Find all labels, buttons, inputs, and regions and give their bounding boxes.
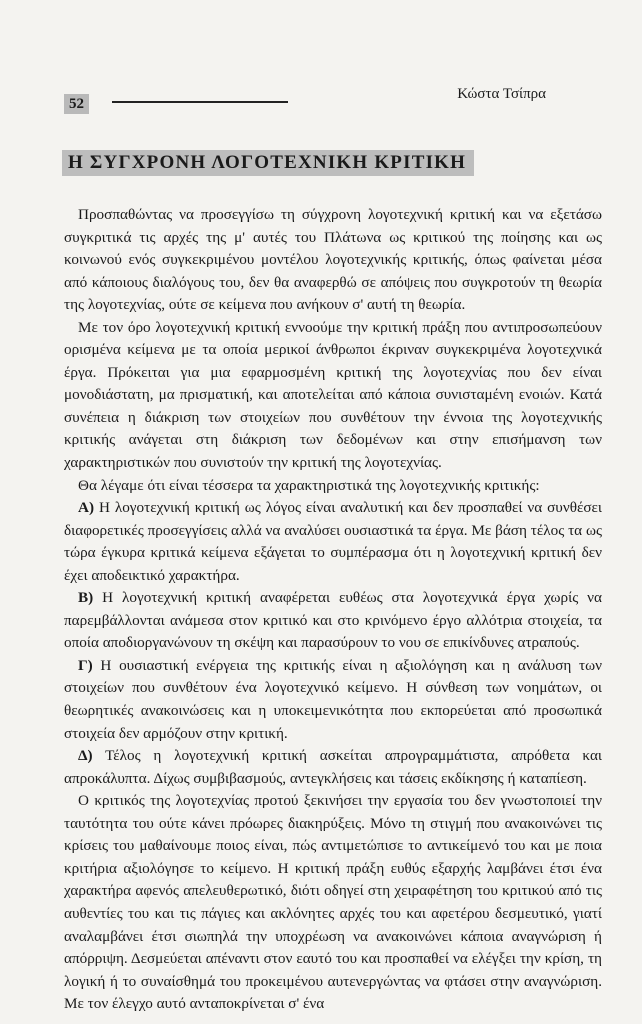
list-marker: Β) [78,589,94,607]
paragraph: Θα λέγαμε ότι είναι τέσσερα τα χαρακτηριστικά της λογοτεχνικής κριτικής: [78,476,540,494]
list-item-text: Η ουσιαστική ενέργεια της κριτικής είναι η αξιολόγηση και η ανάλυση των στοιχείων που συνθέτουν ένα λογοτεχνικό κείμενο. Η σύνθεση των νοημάτων, οι θεωρητικές ανακοινώσεις και η υποκειμενικότητα που εκπορεύεται από προσωπικά στοιχεία δεν αρμόζουν στην κριτική. [64,656,602,742]
list-item-a [64,497,602,587]
running-header-author: Κώστα Τσίπρα [457,86,546,102]
paragraph: Προσπαθώντας να προσεγγίσω τη σύγχρονη λογοτεχνική κριτική και να εξετάσω συγκριτικά τις αρχές της μ' αυτές του Πλάτωνα ως κριτικού της ποίησης και ως κοινωνού ενός συγκεκριμένου μοντέλου λογοτεχνικής κριτικής, όπως φαίνεται μέσα από κάποιους διαλόγους του, δεν θα αναφερθώ σε απόψεις που συγκροτούν τη θεωρία της λογοτεχνίας, ούτε σε κείμενα που ανήκουν σ' αυτή τη θεωρία. [64,206,602,314]
chapter-title: Η ΣΥΓΧΡΟΝΗ ΛΟΓΟΤΕΧΝΙΚΗ ΚΡΙΤΙΚΗ [62,150,474,176]
header-rule [112,101,288,103]
list-item-d [64,745,602,790]
list-item-text: Η λογοτεχνική κριτική ως λόγος είναι αναλυτική και δεν προσπαθεί να συνθέσει διαφορετικές προσεγγίσεις αλλά να αναλύσει ουσιαστικά τα έργα. Με βάση τέλος τα ως τώρα έγκυρα κριτικά κείμενα εξάγεται το συμπέρασμα ότι η λογοτεχνική κριτική δεν έχει αποδεικτικό χαρακτήρα. [64,499,602,584]
list-marker: Δ) [78,747,93,765]
paragraph: Με τον όρο λογοτεχνική κριτική εννοούμε την κριτική πράξη που αντιπροσωπεύουν ορισμένα κείμενα με τα οποία μερικοί άνθρωποι έκριναν συγκεκριμένα λογοτεχνικά έργα. Πρόκειται για μια εφαρμοσμένη κριτική της λογοτεχνίας που δεν είναι μονοδιάστατη, μα πρισματική, και αποτελείται από κάποια συνισταμένη ενοιών. Κατά συνέπεια η διάκριση των στοιχείων που συνθέτουν την έννοια της λογοτεχνικής κριτικής ανάγεται στη διάκριση των δεδομένων και στην επισήμανση των χαρακτηριστικών που συνιστούν την κριτική της λογοτεχνίας. [64,318,602,472]
list-item-b [64,587,602,655]
paragraph: Ο κριτικός της λογοτεχνίας προτού ξεκινήσει την εργασία του δεν γνωστοποιεί την ταυτότητα του ούτε κάνει πρόωρες διακηρύξεις. Μόνο τη στιγμή που ανακοινώνει τις κρίσεις του μαθαίνουμε ποιος είναι, πώς αντιμετώπισε το αντικείμενό του και με ποια κριτήρια αξιολόγησε το κείμενο. Η κριτική πράξη ευθύς εξαρχής λαμβάνει έτσι ένα χαρακτήρα αφενός απελευθερωτικό, διότι οδηγεί στη χειραφέτηση του κριτικού από τις αυθεντίες του και τις πάγιες και ακλόνητες αρχές του και αφετέρου δεσμευτικό, γιατί αναλαμβάνει έτσι σιωπηλά την υποχρέωση να ανακοινώνει κάποια αναγνώριση ή απόρριψη. Δεσμεύεται απέναντι στον εαυτό του και προσπαθεί να ελέγξει την κρίση, τη λογική ή το συναίσθημά του προκειμένου αυτενεργώντας να φτάσει στην αναγνώριση. Με τον έλεγχο αυτό ανταποκρίνεται σ' ένα [64,792,602,1013]
list-item-c [64,655,602,745]
list-item-text: Τέλος η λογοτεχνική κριτική ασκείται απρογραμμάτιστα, απρόθετα και απροκάλυπτα. Δίχως συμβιβασμούς, αντεγκλήσεις και τάσεις εκδίκησης ή καταπίεση. [64,747,602,787]
list-marker: Γ) [78,656,93,674]
page-number: 52 [64,94,89,114]
list-marker: Α) [78,499,95,517]
list-item-text: Η λογοτεχνική κριτική αναφέρεται ευθέως στα λογοτεχνικά έργα χωρίς να παρεμβάλλονται ανάμεσα στον κριτικό και στο κρινόμενο έργο αλλότρια στοιχεία, τα οποία αποδιοργανώνουν τη σκέψη και παρασύρουν το νου σε επικίνδυνες ατραπούς. [64,589,602,652]
body-text [64,204,602,1016]
